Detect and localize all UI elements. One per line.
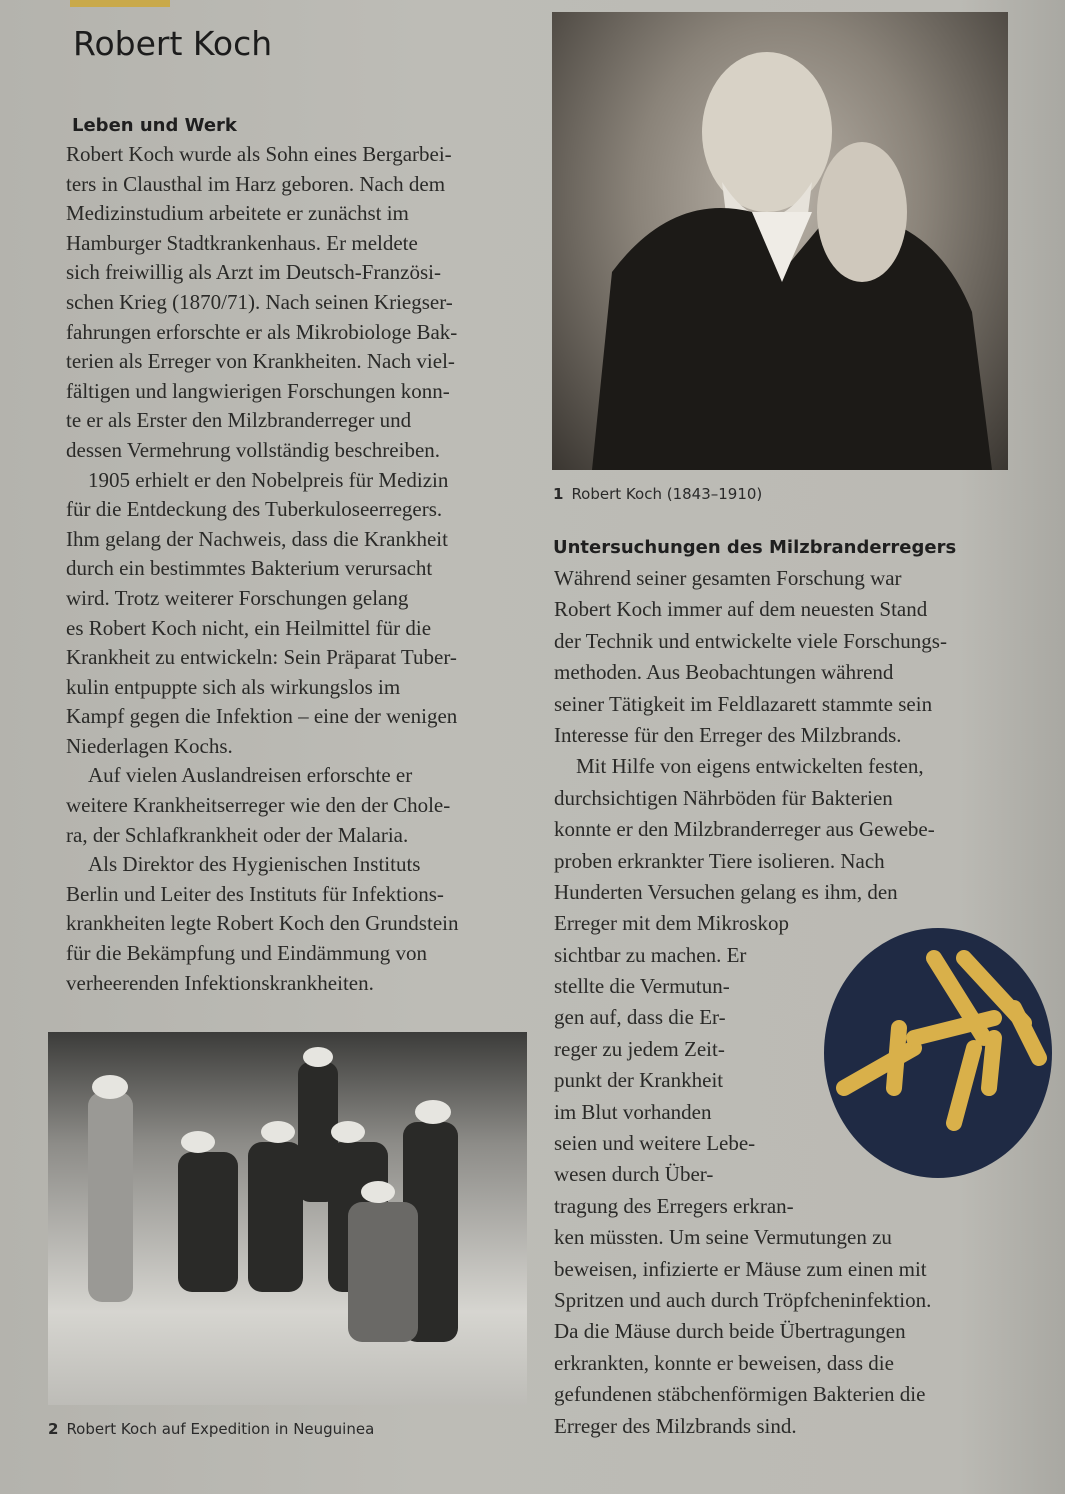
text-line: proben erkrankter Tiere isolieren. Nach xyxy=(554,848,885,873)
text-line: Krankheit zu entwickeln: Sein Präparat Tuber- xyxy=(66,645,457,670)
bacteria-micrograph xyxy=(824,928,1052,1178)
text-line: Niederlagen Kochs. xyxy=(66,733,233,758)
figure1-number: 1 xyxy=(553,485,564,503)
text-line: ters in Clausthal im Harz geboren. Nach dem xyxy=(66,171,446,196)
text-line: Mit Hilfe von eigens entwickelten festen, xyxy=(576,754,924,779)
text-line: Da die Mäuse durch beide Übertragungen xyxy=(554,1319,906,1344)
text-line: ra, der Schlafkrankheit oder der Malaria. xyxy=(66,822,409,847)
text-line: Ihm gelang der Nachweis, dass die Krankheit xyxy=(66,526,448,551)
text-line: punkt der Krankheit xyxy=(554,1068,724,1093)
text-line: verheerenden Infektionskrankheiten. xyxy=(66,970,374,995)
text-line: der Technik und entwickelte viele Forschungs- xyxy=(554,628,947,653)
portrait-photo-robert-koch xyxy=(552,12,1008,470)
text-line: seien und weitere Lebe- xyxy=(554,1131,756,1156)
text-line: beweisen, infizierte er Mäuse zum einen mit xyxy=(554,1256,927,1281)
text-line: fältigen und langwierigen Forschungen konn- xyxy=(66,378,450,403)
text-line: Erreger des Milzbrands sind. xyxy=(554,1413,797,1438)
text-line: gefundenen stäbchenförmigen Bakterien die xyxy=(554,1382,926,1407)
text-line: weitere Krankheitserreger wie den der Chole- xyxy=(66,793,451,818)
text-line: ken müssten. Um seine Vermutungen zu xyxy=(554,1225,892,1250)
body-text-left xyxy=(66,140,458,998)
text-line: es Robert Koch nicht, ein Heilmittel für die xyxy=(66,615,432,640)
figure1-caption xyxy=(553,485,762,503)
section-heading-leben: Leben und Werk xyxy=(72,115,237,136)
text-line: Als Direktor des Hygienischen Instituts xyxy=(88,852,421,877)
section-heading-milzbrand: Untersuchungen des Milzbranderregers xyxy=(553,537,957,558)
text-line: wird. Trotz weiterer Forschungen gelang xyxy=(66,585,409,610)
text-line: terien als Erreger von Krankheiten. Nach viel- xyxy=(66,349,455,374)
text-line: Hunderten Versuchen gelang es ihm, den xyxy=(554,879,898,904)
text-line: Erreger mit dem Mikroskop xyxy=(554,911,790,936)
text-line: stellte die Vermutun- xyxy=(554,974,730,999)
text-line: wesen durch Über- xyxy=(554,1162,714,1187)
text-line: erkrankten, konnte er beweisen, dass die xyxy=(554,1350,894,1375)
text-line: Robert Koch immer auf dem neuesten Stand xyxy=(554,597,928,622)
text-line: durchsichtigen Nährböden für Bakterien xyxy=(554,785,893,810)
expedition-photo xyxy=(48,1032,527,1405)
figure2-number: 2 xyxy=(48,1420,59,1438)
text-line: Berlin und Leiter des Instituts für Infektions- xyxy=(66,881,444,906)
figure2-caption xyxy=(48,1420,374,1438)
text-line: sich freiwillig als Arzt im Deutsch-Französi- xyxy=(66,260,441,285)
text-line: Interesse für den Erreger des Milzbrands. xyxy=(554,722,902,747)
text-line: durch ein bestimmtes Bakterium verursacht xyxy=(66,556,433,581)
figure1-caption-text: Robert Koch (1843–1910) xyxy=(571,485,763,503)
text-line: methoden. Aus Beobachtungen während xyxy=(554,660,894,685)
figure2-caption-text: Robert Koch auf Expedition in Neuguinea xyxy=(66,1420,375,1438)
text-line: te er als Erster den Milzbranderreger und xyxy=(66,408,412,433)
text-line: krankheiten legte Robert Koch den Grundstein xyxy=(66,911,459,936)
text-line: für die Entdeckung des Tuberkuloseerregers. xyxy=(66,497,443,522)
text-line: Hamburger Stadtkrankenhaus. Er meldete xyxy=(66,230,418,255)
text-line: dessen Vermehrung vollständig beschreiben. xyxy=(66,437,441,462)
text-line: Medizinstudium arbeitete er zunächst im xyxy=(66,201,409,226)
text-line: gen auf, dass die Er- xyxy=(554,1005,726,1030)
text-line: im Blut vorhanden xyxy=(554,1099,712,1124)
text-line: 1905 erhielt er den Nobelpreis für Medizin xyxy=(88,467,449,492)
text-line: Während seiner gesamten Forschung war xyxy=(554,566,902,590)
text-line: kulin entpuppte sich als wirkungslos im xyxy=(66,674,401,699)
text-line: Spritzen und auch durch Tröpfcheninfektion. xyxy=(554,1287,932,1312)
text-line: fahrungen erforschte er als Mikrobiologe Bak- xyxy=(66,319,458,344)
text-line: seiner Tätigkeit im Feldlazarett stammte sein xyxy=(554,691,933,716)
chapter-tab-marker xyxy=(70,0,170,7)
text-line: Kampf gegen die Infektion – eine der wenigen xyxy=(66,704,458,729)
text-line: tragung des Erregers erkran- xyxy=(554,1193,794,1218)
text-line: konnte er den Milzbranderreger aus Gewebe- xyxy=(554,817,935,842)
text-line: schen Krieg (1870/71). Nach seinen Kriegser- xyxy=(66,289,453,314)
text-line: reger zu jedem Zeit- xyxy=(554,1036,725,1061)
page-title: Robert Koch xyxy=(73,24,273,63)
text-line: Auf vielen Auslandreisen erforschte er xyxy=(88,763,413,788)
text-line: sichtbar zu machen. Er xyxy=(554,942,747,967)
text-line: für die Bekämpfung und Eindämmung von xyxy=(66,941,428,966)
text-line: Robert Koch wurde als Sohn eines Bergarbei- xyxy=(66,142,452,166)
